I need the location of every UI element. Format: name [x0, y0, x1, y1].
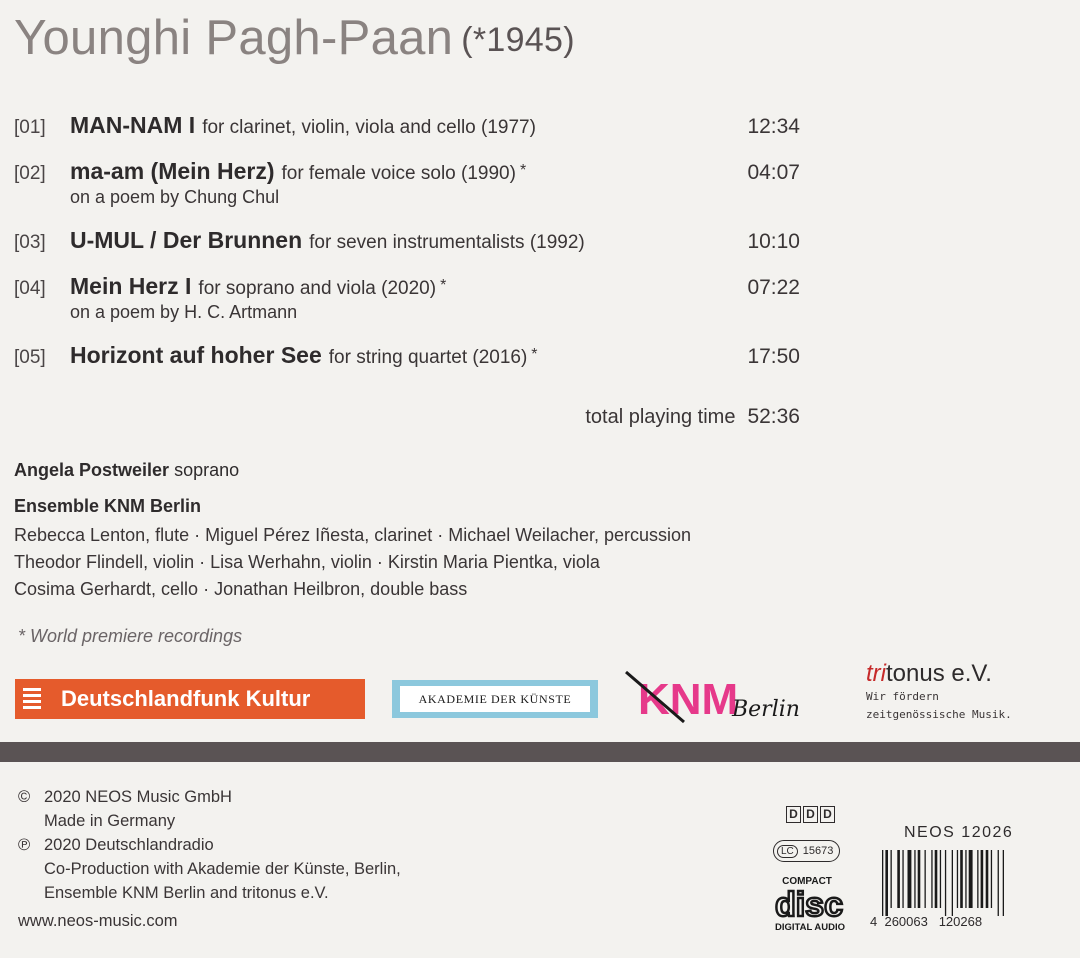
barcode-stripe: [925, 850, 926, 908]
barcode-stripe: [940, 850, 941, 908]
barcode-stripe: [991, 850, 992, 908]
track-number: [05]: [14, 347, 46, 368]
coproduction-line: Co-Production with Akademie der Künste, Berlin,: [44, 860, 401, 878]
barcode-left-digits: 260063: [884, 914, 928, 929]
barcode-stripe: [902, 850, 903, 908]
composer-heading: [14, 10, 575, 66]
akademie-logo: [392, 680, 598, 718]
track-number: [01]: [14, 117, 46, 138]
ddd-letter: D: [803, 806, 818, 823]
track-number: [04]: [14, 278, 46, 299]
member-line: Theodor Flindell, violin · Lisa Werhahn, violin · Kirstin Maria Pientka, viola: [14, 552, 600, 572]
phonogram-icon: ℗: [18, 836, 31, 854]
track-duration: 04:07: [747, 161, 800, 184]
copyright-text: 2020 NEOS Music GmbH: [44, 788, 232, 806]
ddd-badge: [786, 806, 835, 823]
dlf-logo-text: Deutschlandfunk Kultur: [61, 686, 311, 711]
barcode-stripe: [969, 850, 973, 908]
track-number: [02]: [14, 163, 46, 184]
tritonus-tagline: [866, 688, 1012, 724]
barcode-stripe: [981, 850, 984, 908]
track-item: [14, 112, 814, 139]
barcode-stripe: [965, 850, 966, 908]
barcode-stripe: [897, 850, 900, 908]
deutschlandfunk-logo: [15, 679, 365, 719]
barcode-stripe: [945, 850, 946, 916]
website-link[interactable]: www.neos-music.com: [18, 912, 178, 930]
ensemble-name: Ensemble KNM Berlin: [14, 496, 202, 516]
tritonus-tagline-line: zeitgenössische Musik.: [866, 708, 1012, 721]
track-item: [14, 342, 814, 369]
compact-disc-logo: [765, 874, 855, 932]
barcode-stripe: [1003, 850, 1004, 916]
track-item: [14, 158, 814, 208]
track-description: for clarinet, violin, viola and cello (1977): [202, 117, 536, 138]
barcode-stripe: [885, 850, 888, 916]
track-subtitle: on a poem by Chung Chul: [70, 187, 280, 207]
track-item: [14, 227, 814, 254]
track-duration: 07:22: [747, 276, 800, 299]
cd-logo-line2: disc: [774, 886, 844, 924]
premiere-marker: *: [531, 346, 538, 363]
soloist-role: soprano: [174, 460, 240, 480]
member-line: Rebecca Lenton, flute · Miguel Pérez Iñesta, clarinet · Michael Weilacher, percussion: [14, 525, 692, 545]
track-duration: 17:50: [747, 345, 800, 368]
premiere-marker: *: [519, 162, 527, 179]
composer-years: (*1945): [461, 21, 575, 59]
credits: [18, 785, 401, 905]
barcode-stripe: [914, 850, 915, 908]
barcode-first-digit: 4: [870, 914, 878, 929]
composer-name: Younghi Pagh-Paan: [14, 11, 454, 65]
dlf-mark-icon: [15, 679, 51, 719]
premiere-note: * World premiere recordings: [18, 626, 243, 646]
knm-berlin-logo: [624, 668, 834, 728]
barcode-stripe: [957, 850, 958, 908]
barcode-stripe: [908, 850, 912, 908]
adk-logo-text: AKADEMIE DER KÜNSTE: [400, 686, 590, 712]
track-title: Horizont auf hoher See: [70, 342, 322, 368]
ddd-letter: D: [786, 806, 801, 823]
barcode-stripe: [960, 850, 963, 908]
soloist: [14, 460, 239, 481]
tritonus-tri: tri: [866, 660, 886, 687]
barcode-stripe: [986, 850, 989, 908]
soloist-name: Angela Postweiler: [14, 460, 170, 480]
barcode-right-digits: 120268: [938, 914, 983, 929]
barcode-stripe: [882, 850, 883, 916]
track-duration: 12:34: [747, 115, 800, 138]
track-item: [14, 273, 814, 323]
catalog-number: NEOS 12026: [904, 824, 1014, 841]
barcode-stripe: [998, 850, 999, 916]
track-title: ma-am (Mein Herz): [70, 158, 275, 184]
phonogram-text: 2020 Deutschlandradio: [44, 836, 214, 854]
track-description: for female voice solo (1990): [281, 163, 516, 184]
total-duration: 52:36: [747, 405, 800, 428]
track-title: U-MUL / Der Brunnen: [70, 227, 303, 253]
track-description: for seven instrumentalists (1992): [309, 232, 585, 253]
barcode-stripe: [931, 850, 932, 908]
total-playing-time: [585, 405, 800, 429]
tritonus-rest: tonus e.V.: [886, 660, 992, 687]
tritonus-logo: [866, 660, 1012, 724]
barcode-stripe: [891, 850, 892, 908]
lc-label: LC: [777, 845, 798, 858]
ensemble-members: [14, 522, 691, 603]
track-description: for soprano and viola (2020): [198, 278, 437, 299]
barcode-stripe: [952, 850, 953, 916]
track-duration: 10:10: [747, 230, 800, 253]
barcode-stripe: [977, 850, 978, 908]
cd-logo-line3: DIGITAL AUDIO: [774, 922, 846, 932]
track-description: for string quartet (2016): [328, 347, 528, 368]
tritonus-tagline-line: Wir fördern: [866, 690, 939, 703]
knm-logo-text: KNM: [638, 675, 739, 724]
track-list: [14, 112, 814, 388]
knm-script-text: Berlin: [732, 697, 800, 722]
track-subtitle: on a poem by H. C. Artmann: [70, 302, 298, 322]
track-title: Mein Herz I: [70, 273, 192, 299]
ddd-letter: D: [820, 806, 835, 823]
label-code: [773, 840, 840, 862]
track-number: [03]: [14, 232, 46, 253]
divider-bar: [0, 742, 1080, 762]
barcode-numbers: [870, 914, 982, 929]
track-title: MAN-NAM I: [70, 112, 196, 138]
copyright-icon: ©: [18, 788, 31, 806]
lc-number: 15673: [802, 845, 834, 857]
made-in: Made in Germany: [44, 812, 176, 830]
cd-logo-line1: COMPACT: [782, 876, 832, 887]
member-line: Cosima Gerhardt, cello · Jonathan Heilbron, double bass: [14, 579, 468, 599]
total-label: total playing time: [585, 406, 736, 428]
barcode-stripe: [935, 850, 938, 908]
premiere-marker: *: [440, 277, 447, 294]
barcode-stripe: [918, 850, 921, 908]
coproduction-line: Ensemble KNM Berlin and tritonus e.V.: [44, 884, 329, 902]
